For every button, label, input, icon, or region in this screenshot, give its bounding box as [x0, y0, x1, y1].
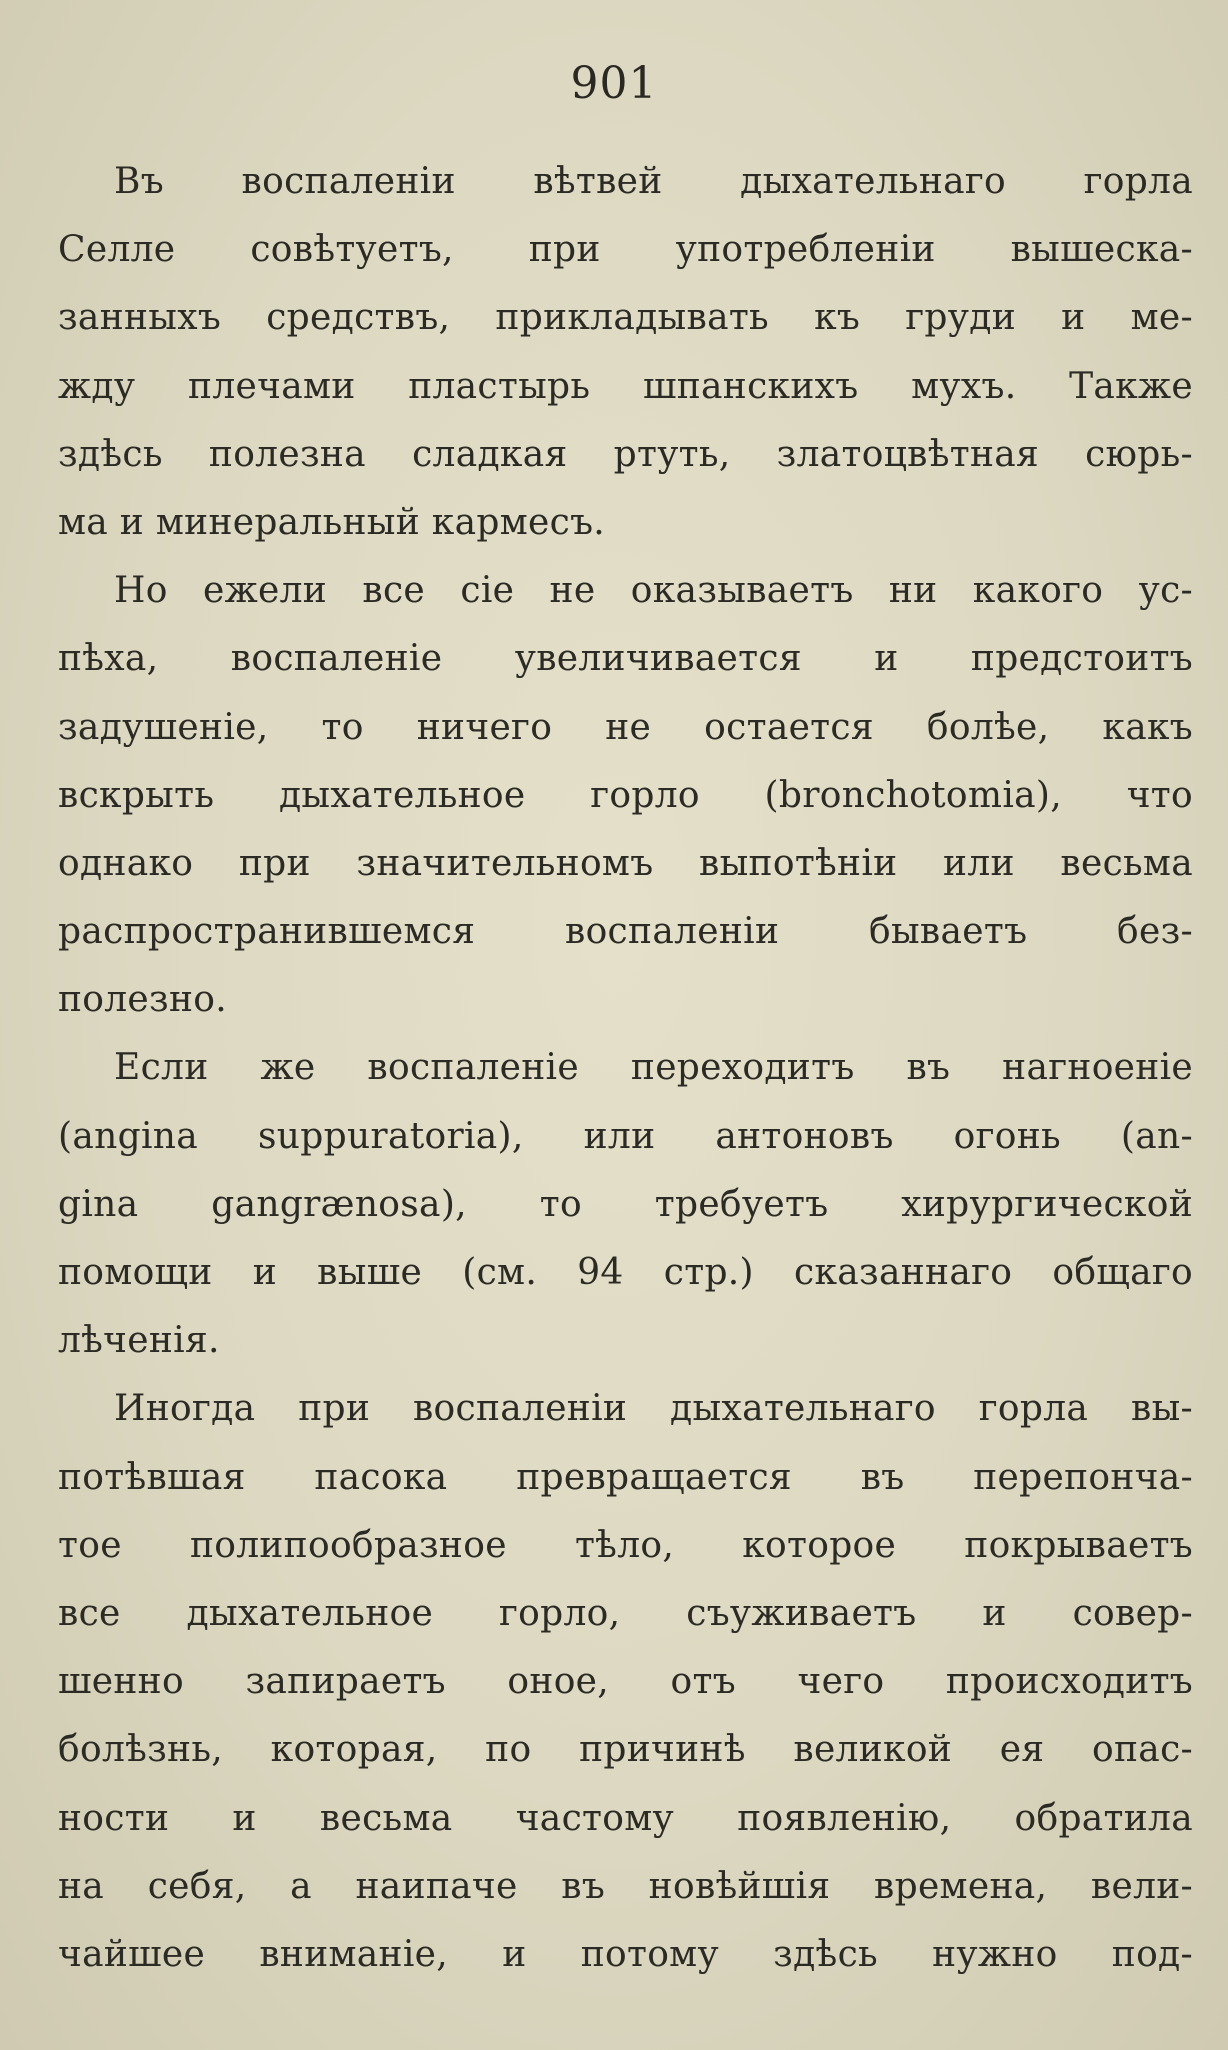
page-number: 901 [570, 58, 658, 109]
text-line: (angina suppuratoria), или антоновъ огонь (an- [58, 1115, 1193, 1157]
text-line: лѣченія. [58, 1320, 220, 1362]
text-line: Селле совѣтуетъ, при употребленіи вышеска- [58, 229, 1193, 271]
text-line: жду плечами пластырь шпанскихъ мухъ. Также [58, 365, 1193, 407]
text-line: здѣсь полезна сладкая ртуть, златоцвѣтная сюрь- [58, 433, 1193, 475]
text-line: пѣха, воспаленіе увеличивается и предстоитъ [58, 638, 1193, 680]
text-line: ности и весьма частому появленію, обратила [58, 1797, 1193, 1839]
text-line: все дыхательное горло, съуживаетъ и совер- [58, 1592, 1193, 1634]
text-line: болѣзнь, которая, по причинѣ великой ея опас- [58, 1729, 1193, 1771]
text-line: gina gangrænosa), то требуетъ хирургической [58, 1183, 1193, 1225]
text-line: однако при значительномъ выпотѣніи или весьма [58, 842, 1193, 884]
text-line: шенно запираетъ оное, отъ чего происходитъ [58, 1661, 1193, 1703]
text-line: вскрыть дыхательное горло (bronchotomia), что [58, 774, 1193, 816]
body-text [58, 148, 1193, 1989]
text-line: потѣвшая пасока превращается въ перепонча- [58, 1456, 1193, 1498]
text-line: Если же воспаленіе переходитъ въ нагноеніе [114, 1047, 1193, 1089]
text-line: ма и минеральный кармесъ. [58, 501, 606, 543]
text-line: на себя, а наипаче въ новѣйшія времена, вели- [58, 1865, 1193, 1907]
text-line: Иногда при воспаленіи дыхательнаго горла вы- [114, 1388, 1193, 1430]
paragraph-1 [58, 148, 1193, 557]
paragraph-4 [58, 1375, 1193, 1989]
paragraph-3 [58, 1034, 1193, 1375]
paragraph-2 [58, 557, 1193, 1034]
text-line: Въ воспаленіи вѣтвей дыхательнаго горла [114, 161, 1193, 202]
text-line: распространившемся воспаленіи бываетъ без- [58, 911, 1193, 953]
text-line: занныхъ средствъ, прикладывать къ груди и ме- [58, 297, 1193, 339]
text-line: Но ежели все сіе не оказываетъ ни какого ус- [114, 570, 1193, 612]
text-line: тое полипообразное тѣло, которое покрываетъ [58, 1524, 1193, 1566]
text-line: задушеніе, то ничего не остается болѣе, какъ [58, 706, 1193, 748]
text-line: полезно. [58, 979, 227, 1021]
text-line: помощи и выше (см. 94 стр.) сказаннаго общаго [58, 1252, 1193, 1293]
text-line: чайшее вниманіе, и потому здѣсь нужно под- [58, 1933, 1193, 1975]
